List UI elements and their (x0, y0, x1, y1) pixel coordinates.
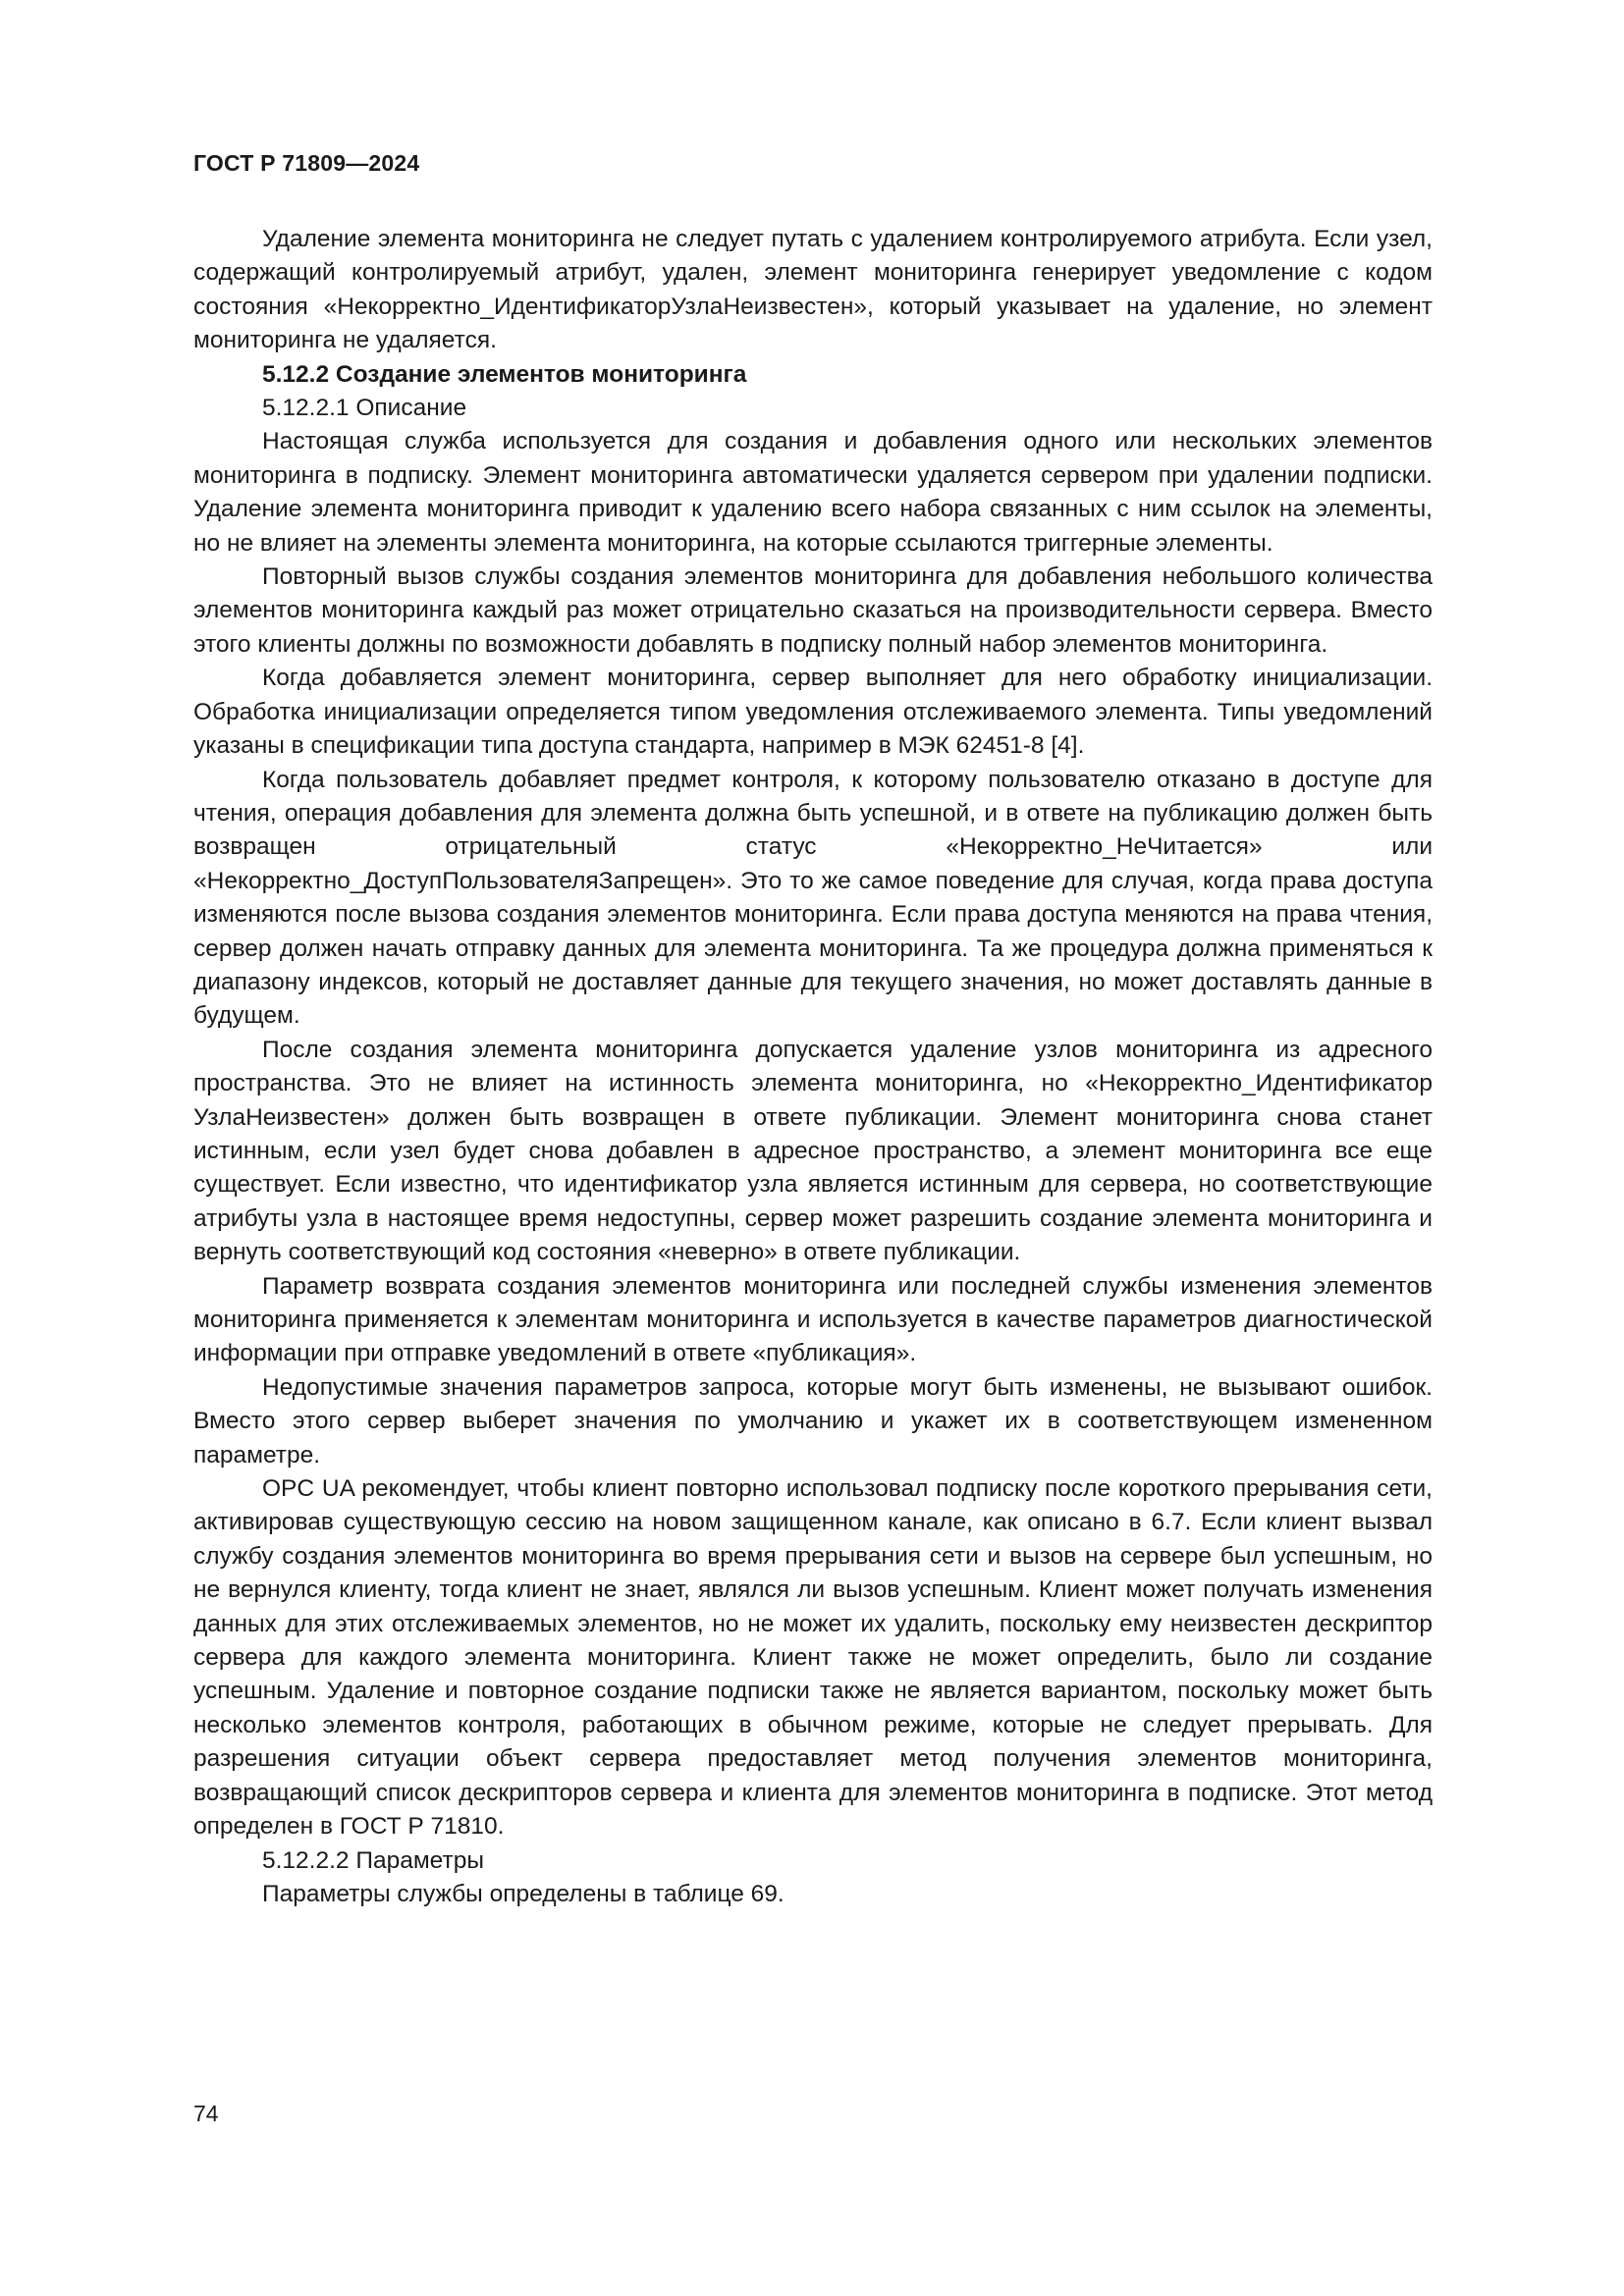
paragraph: OPC UA рекомендует, чтобы клиент повторно использовал подписку после короткого прерывания сети, активировав существующую сессию на новом защищенном канале, как описано в 6.7. Если клиент вызвал службу создания элементов мониторинга во время прерывания сети и вызов на сервере был успешным, но не вернулся клиенту, тогда клиент не знает, являлся ли вызов успешным. Клиент может получать изменения данных для этих отслеживаемых элементов, но не может их удалить, поскольку ему неизвестен дескриптор сервера для каждого элемента мониторинга. Клиент также не может определить, было ли создание успешным. Удаление и повторное создание подписки также не является вариантом, поскольку может быть несколько элементов контроля, работающих в обычном режиме, которые не следует прерывать. Для разрешения ситуации объект сервера предоставляет метод получения элементов мониторинга, возвращающий список дескрипторов сервера и клиента для элементов мониторинга в подписке. Этот метод определен в ГОСТ Р 71810. (193, 1475, 1433, 1841)
paragraph: Параметр возврата создания элементов мониторинга или последней службы изменения элементов мониторинга применяется к элементам мониторинга и используется в качестве параметров диагностической информации при отправке уведомлений в ответе «публикация». (193, 1272, 1433, 1367)
page-number: 74 (193, 2101, 219, 2126)
subsection-label: 5.12.2.1 Описание (262, 395, 467, 422)
paragraph: Настоящая служба используется для создания и добавления одного или нескольких элементов мониторинга в подписку. Элемент мониторинга автоматически удаляется сервером при удалении подписки. Удаление элемента мониторинга приводит к удалению всего набора связанных с ним ссылок на элементы, но не влияет на элементы элемента мониторинга, на которые ссылаются триггерные элементы. (193, 428, 1433, 557)
paragraph: Параметры службы определены в таблице 69. (262, 1880, 785, 1907)
paragraph: Удаление элемента мониторинга не следует путать с удалением контролируемого атрибута. Если узел, содержащий контролируемый атрибут, удален, элемент мониторинга генерирует уведомление с кодом состояния «Некорректно_ИдентификаторУзлаНеизвестен», который указывает на удаление, но элемент мониторинга не удаляется. (193, 226, 1433, 354)
paragraph: Когда пользователь добавляет предмет контроля, к которому пользователю отказано в доступе для чтения, операция добавления для элемента должна быть успешной, и в ответе на публикацию должен быть возвращен отрицательный статус «Некорректно_НеЧитается» или «Некорректно_ДоступПользователяЗапрещен». Это то же самое поведение для случая, когда права доступа изменяются после вызова создания элементов мониторинга. Если права доступа меняются на права чтения, сервер должен начать отправку данных для элемента мониторинга. Та же процедура должна применяться к диапазону индексов, который не доставляет данные для текущего значения, но может доставлять данные в будущем. (193, 766, 1433, 1030)
document-header: ГОСТ Р 71809—2024 (193, 150, 420, 176)
paragraph: Недопустимые значения параметров запроса, которые могут быть изменены, не вызывают ошибок. Вместо этого сервер выберет значения по умолчанию и укажет их в соответствующем измененном параметре. (193, 1373, 1433, 1468)
subsection-label: 5.12.2.2 Параметры (262, 1846, 484, 1874)
document-body (193, 223, 1433, 1911)
paragraph: Повторный вызов службы создания элементов мониторинга для добавления небольшого количества элементов мониторинга каждый раз может отрицательно сказаться на производительности сервера. Вместо этого клиенты должны по возможности добавлять в подписку полный набор элементов мониторинга. (193, 563, 1433, 658)
paragraph: Когда добавляется элемент мониторинга, сервер выполняет для него обработку инициализации. Обработка инициализации определяется типом уведомления отслеживаемого элемента. Типы уведомлений указаны в спецификации типа доступа стандарта, например в МЭК 62451-8 [4]. (193, 665, 1433, 760)
section-heading: 5.12.2 Создание элементов мониторинга (262, 360, 747, 388)
paragraph: После создания элемента мониторинга допускается удаление узлов мониторинга из адресного пространства. Это не влияет на истинность элемента мониторинга, но «Некорректно_Идентификатор УзлаНеизвестен» должен быть возвращен в ответе публикации. Элемент мониторинга снова станет истинным, если узел будет снова добавлен в адресное пространство, а элемент мониторинга все еще существует. Если известно, что идентификатор узла является истинным для сервера, но соответствующие атрибуты узла в настоящее время недоступны, сервер может разрешить создание элемента мониторинга и вернуть соответствующий код состояния «неверно» в ответе публикации. (193, 1036, 1433, 1266)
